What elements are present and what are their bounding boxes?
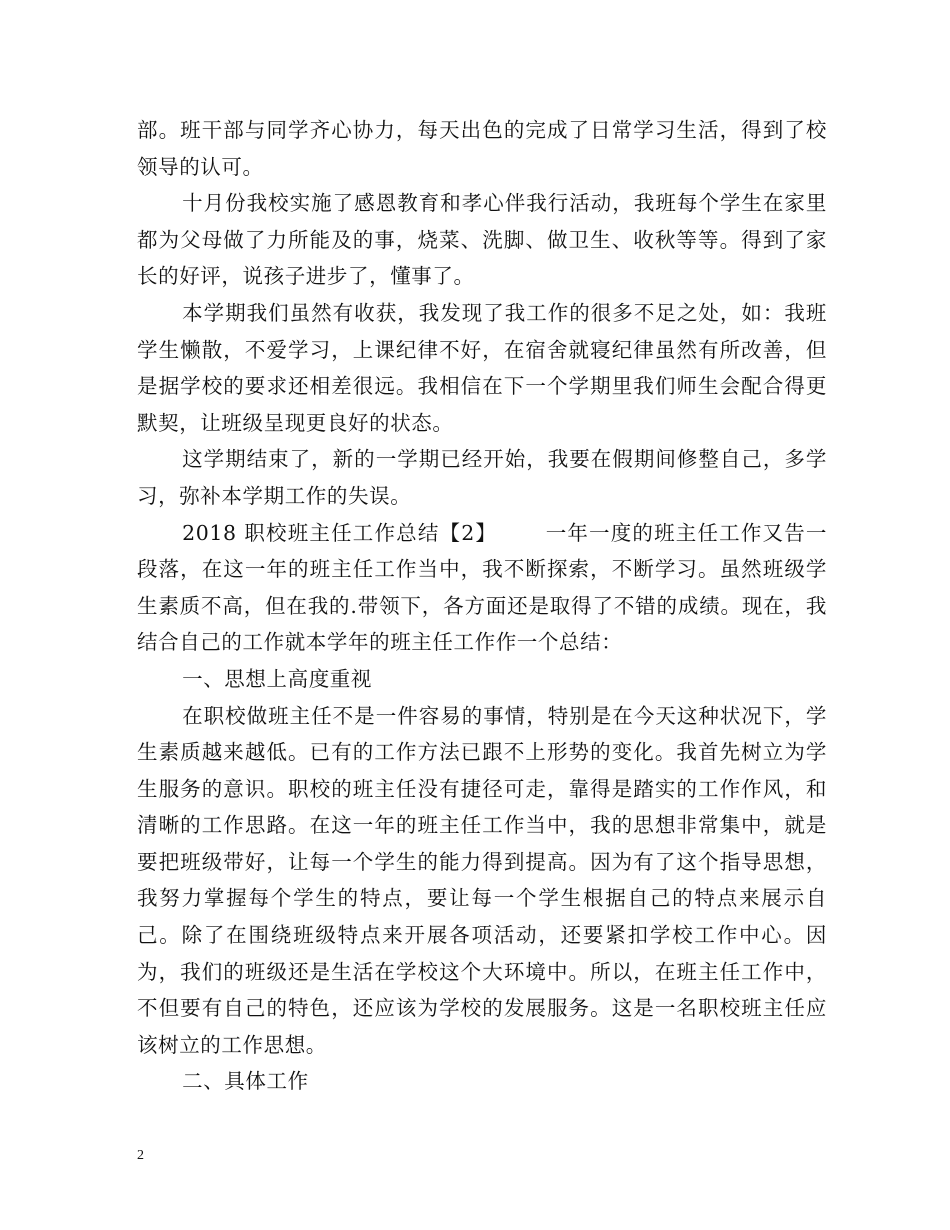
paragraph-thinking-body: 在职校做班主任不是一件容易的事情，特别是在今天这种状况下，学生素质越来越低。已有的工作方法已跟不上形势的变化。我首先树立为学生服务的意识。职校的班主任没有捷径可走，靠得是踏实的工作作风，和清晰的工作思路。在这一年的班主任工作当中，我的思想非常集中，就是要把班级带好，让每一个学生的能力得到提高。因为有了这个指导思想，我努力掌握每个学生的特点，要让每一个学生根据自己的特点来展示自己。除了在围绕班级特点来开展各项活动，还要紧扣学校工作中心。因为，我们的班级还是生活在学校这个大环境中。所以，在班主任工作中，不但要有自己的特色，还应该为学校的发展服务。这是一名职校班主任应该树立的工作思想。	[137, 703, 827, 1057]
paragraph-gratitude-education: 十月份我校实施了感恩教育和孝心伴我行活动，我班每个学生在家里都为父母做了力所能及的事，烧菜、洗脚、做卫生、收秋等等。得到了家长的好评，说孩子进步了，懂事了。	[137, 191, 827, 289]
paragraph-continuation: 部。班干部与同学齐心协力，每天出色的完成了日常学习生活，得到了校领导的认可。	[137, 118, 827, 179]
summary-intro-text: 一年一度的班主任工作又告一段落，在这一年的班主任工作当中，我不断探索，不断学习。虽然班级学生素质不高，但在我的.带领下，各方面还是取得了不错的成绩。现在，我结合自己的工作就本学年的班主任工作作一个总结：	[137, 520, 827, 655]
heading-specific-work: 二、具体工作	[182, 1069, 309, 1094]
paragraph-shortcomings: 本学期我们虽然有收获，我发现了我工作的很多不足之处，如：我班学生懒散，不爱学习，上课纪律不好，在宿舍就寝纪律虽然有所改善，但是据学校的要求还相差很远。我相信在下一个学期里我们师生会配合得更默契，让班级呈现更良好的状态。	[137, 300, 827, 435]
document-body	[137, 112, 827, 1100]
page-number: 2	[137, 1148, 144, 1163]
paragraph-semester-end: 这学期结束了，新的一学期已经开始，我要在假期间修整自己，多学习，弥补本学期工作的失误。	[137, 447, 827, 508]
paragraph-summary-two	[137, 515, 827, 661]
section-title: 2018 职校班主任工作总结【2】	[182, 520, 498, 545]
heading-thinking: 一、思想上高度重视	[182, 666, 372, 691]
